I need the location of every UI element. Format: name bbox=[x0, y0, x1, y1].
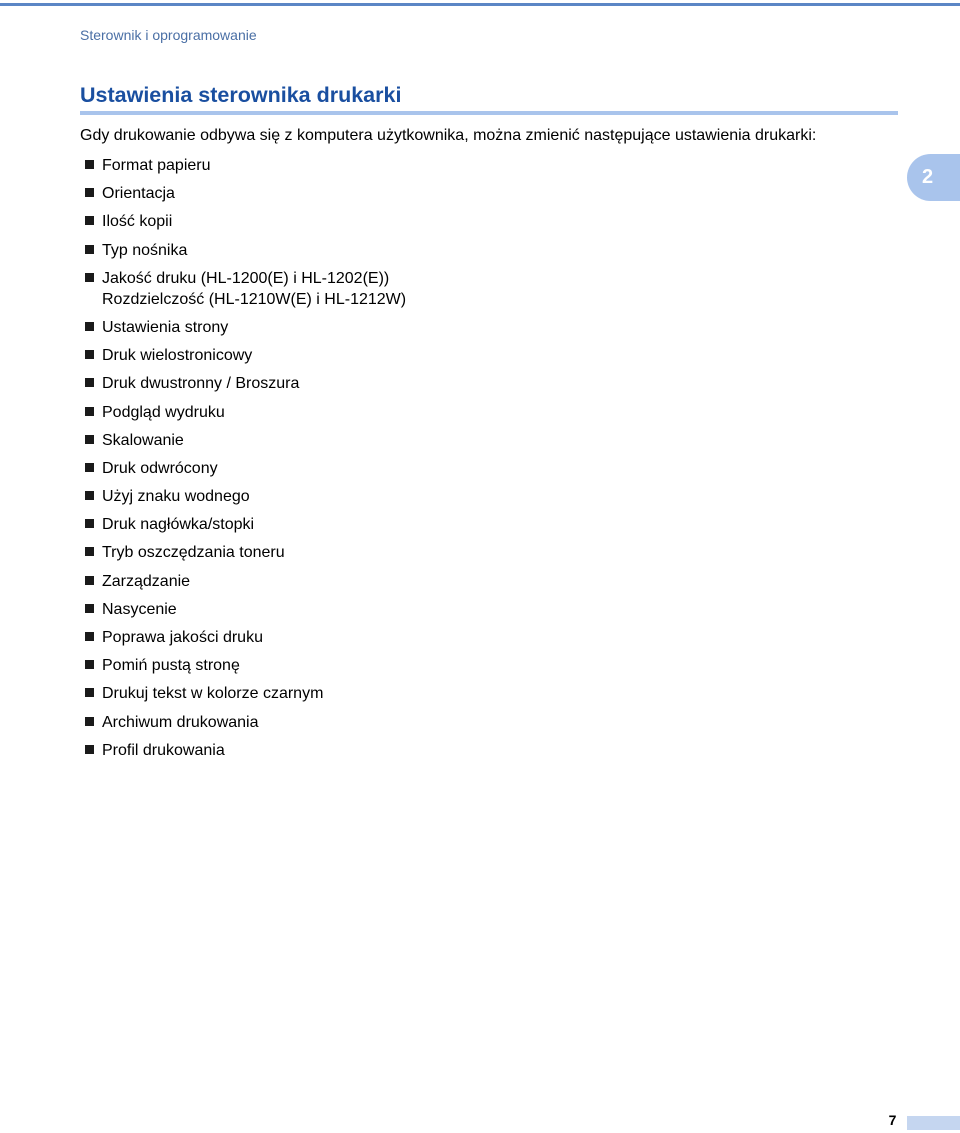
list-item bbox=[85, 514, 406, 535]
list-item bbox=[85, 268, 406, 310]
list-item-label: Skalowanie bbox=[102, 431, 184, 449]
list-item-label-second-line: Rozdzielczość (HL-1210W(E) i HL-1212W) bbox=[102, 290, 407, 308]
list-item bbox=[85, 655, 406, 676]
list-item bbox=[85, 317, 406, 338]
list-item-label: Druk nagłówka/stopki bbox=[102, 516, 255, 534]
square-bullet-icon bbox=[85, 216, 94, 225]
list-item-label: Profil drukowania bbox=[102, 741, 225, 759]
list-item-label: Tryb oszczędzania toneru bbox=[102, 544, 285, 562]
list-item bbox=[85, 712, 406, 733]
list-item-label: Jakość druku (HL-1200(E) i HL-1202(E)) bbox=[102, 269, 390, 287]
square-bullet-icon bbox=[85, 632, 94, 641]
settings-list bbox=[85, 155, 406, 768]
list-item bbox=[85, 373, 406, 394]
list-item-label: Druk odwrócony bbox=[102, 459, 218, 477]
list-item-label: Użyj znaku wodnego bbox=[102, 488, 250, 506]
list-item bbox=[85, 430, 406, 451]
square-bullet-icon bbox=[85, 350, 94, 359]
list-item-label: Format papieru bbox=[102, 157, 211, 174]
list-item bbox=[85, 345, 406, 366]
list-item-label: Orientacja bbox=[102, 185, 175, 203]
list-item bbox=[85, 458, 406, 479]
intro-paragraph: Gdy drukowanie odbywa się z komputera użytkownika, można zmienić następujące ustawienia drukarki: bbox=[80, 127, 817, 144]
list-item bbox=[85, 183, 406, 204]
square-bullet-icon bbox=[85, 491, 94, 500]
list-item-label: Ilość kopii bbox=[102, 213, 173, 231]
chapter-tab: 2 bbox=[907, 154, 960, 201]
list-item bbox=[85, 486, 406, 507]
square-bullet-icon bbox=[85, 547, 94, 556]
page-number-bar bbox=[907, 1116, 960, 1130]
list-item bbox=[85, 627, 406, 648]
list-item-label: Pomiń pustą stronę bbox=[102, 657, 240, 675]
list-item-label: Nasycenie bbox=[102, 600, 177, 618]
square-bullet-icon bbox=[85, 160, 94, 169]
list-item-label: Druk dwustronny / Broszura bbox=[102, 375, 300, 393]
list-item bbox=[85, 740, 406, 761]
square-bullet-icon bbox=[85, 576, 94, 585]
section-title: Ustawienia sterownika drukarki bbox=[80, 83, 402, 107]
list-item-label: Podgląd wydruku bbox=[102, 403, 225, 421]
square-bullet-icon bbox=[85, 245, 94, 254]
list-item bbox=[85, 211, 406, 232]
list-item-label: Typ nośnika bbox=[102, 241, 188, 259]
list-item-label: Drukuj tekst w kolorze czarnym bbox=[102, 685, 324, 703]
list-item bbox=[85, 402, 406, 423]
square-bullet-icon bbox=[85, 745, 94, 754]
list-item bbox=[85, 599, 406, 620]
list-item bbox=[85, 683, 406, 704]
list-item-label: Ustawienia strony bbox=[102, 318, 229, 336]
square-bullet-icon bbox=[85, 273, 94, 282]
square-bullet-icon bbox=[85, 435, 94, 444]
title-underline bbox=[80, 111, 898, 115]
square-bullet-icon bbox=[85, 717, 94, 726]
list-item-label: Druk wielostronicowy bbox=[102, 347, 253, 365]
page-number: 7 bbox=[888, 1112, 897, 1128]
square-bullet-icon bbox=[85, 378, 94, 387]
square-bullet-icon bbox=[85, 188, 94, 197]
top-rule bbox=[0, 3, 960, 6]
square-bullet-icon bbox=[85, 604, 94, 613]
list-item bbox=[85, 542, 406, 563]
list-item bbox=[85, 155, 406, 176]
square-bullet-icon bbox=[85, 519, 94, 528]
square-bullet-icon bbox=[85, 463, 94, 472]
square-bullet-icon bbox=[85, 322, 94, 331]
square-bullet-icon bbox=[85, 660, 94, 669]
list-item-label: Zarządzanie bbox=[102, 572, 191, 590]
square-bullet-icon bbox=[85, 688, 94, 697]
running-header: Sterownik i oprogramowanie bbox=[80, 27, 257, 43]
square-bullet-icon bbox=[85, 407, 94, 416]
list-item bbox=[85, 571, 406, 592]
list-item-label: Poprawa jakości druku bbox=[102, 629, 263, 646]
list-item-label: Archiwum drukowania bbox=[102, 713, 259, 731]
list-item bbox=[85, 240, 406, 261]
